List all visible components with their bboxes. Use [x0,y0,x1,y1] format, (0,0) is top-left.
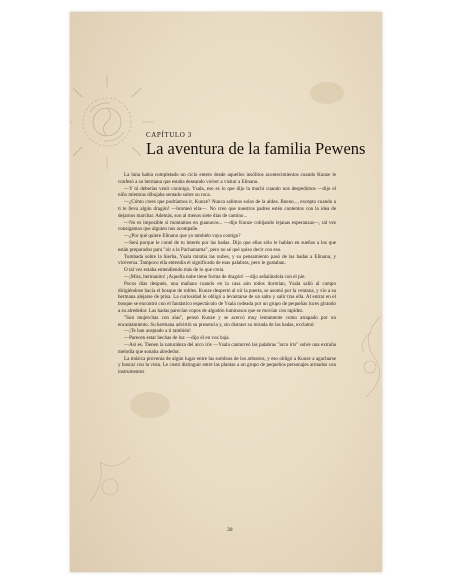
paragraph: —Será porque le conté de tu interés por las hadas. Dijo que ellas sólo le hablan en sueños a los que están preparados para "oír a la Pachamama", pero no sé qué quiso decir con eso. [118,239,336,253]
decorative-sketch-illustration [330,312,382,402]
chapter-body-text [118,172,336,376]
paragraph: Pocos días después, una mañana cuando en la casa aún todos dormían, Ysala salió al campo dirigiéndose hacia el bosque de robles. Kunze despertó al oír la puerta, se asomó por la ventana, y vio a su hermana alejarse de prisa. La curiosidad le obligó a levantarse de un salto y salir tras ella. Al entrar en el bosque se encontró con el fantástico espectáculo de Ysala rodeada por un grupo de pequeñas luces girando a su alrededor. Las hadas parecían copos de algodón luminosos que se movían con rapidez. [118,280,336,314]
paper-stain [310,82,344,104]
paragraph: Tumbada sobre la hierba, Ysala miraba las nubes, y su pensamiento pasó de las hadas a Elinanu, y viceversa. Tampoco ella entendía el significado de esas palabras, pero le gustaban. [118,253,336,267]
paragraph: —Y tú deberías venir conmigo, Ysala, eso es lo que dijo la machi cuando nos despedimos —dijo el niño mientras dibujaba sentado sobre su roca. [118,185,336,199]
page-number: 30 [227,527,233,533]
chapter-title: La aventura de la familia Pewens [146,139,366,158]
paragraph: —No es imposible si montamos en guanacos... —dijo Kunze cobijando lejanas esperanzas—, tal vez consigamos que alguien nos acompañe. [118,219,336,233]
paragraph: La música provenía de algún lugar entre las sombras de los arbustos, y eso obligó a Kunze a agacharse y buscar con la vista. Le costó distinguir entre las plantas a un grupo de pequeños personajes armados con instrumentos [118,355,336,376]
paragraph: "Son mujercitas con alas", pensó Kunze y se acercó muy lentamente como atrapado por un encantamiento. Su hermana advirtió su presencia y, sin distraer su mirada de las hadas, exclamó: [118,314,336,328]
paper-stain [130,392,170,418]
chapter-label: CAPÍTULO 3 [146,131,192,139]
paragraph: —Parecen estar hechas de luz —dijo él en voz baja. [124,335,230,342]
decorative-flourish-illustration [70,67,162,177]
paragraph: O tal vez estaba entendiendo más de lo que creía. [124,267,225,274]
paragraph: —¡Mira, hermanito! ¡Aquella nube tiene forma de dragón! —dijo señalándola con el pie. [124,273,306,280]
paragraph: —¡Te han aceptado a ti también! [124,328,191,335]
paragraph: La luna había completado un ciclo entero desde aquellos insólitos acontecimientos cuando Kunze le confesó a su hermana que estaba deseando volver a visitar a Elinanu. [118,172,336,185]
decorative-corner-illustration [80,442,150,512]
paragraph: —¿Por qué quiere Elinanu que yo también vaya contigo? [124,233,241,240]
paragraph: —¿Cómo crees que podríamos ir, Kunze? Nunca salimos solos de la aldea. Bueno..., excepto cuando a ti te lleva algún dragón! —bromeó ella—. No creo que nuestros padres estén contentos con la idea de dejarnos marchar. Además, son al menos siete días de camino... [118,199,336,219]
paragraph: —Así es. Tienen la naturaleza del arco iris —Ysala canturreó las palabras "arco iris" sobre una extraña melodía que sonaba alrededor. [118,341,336,355]
